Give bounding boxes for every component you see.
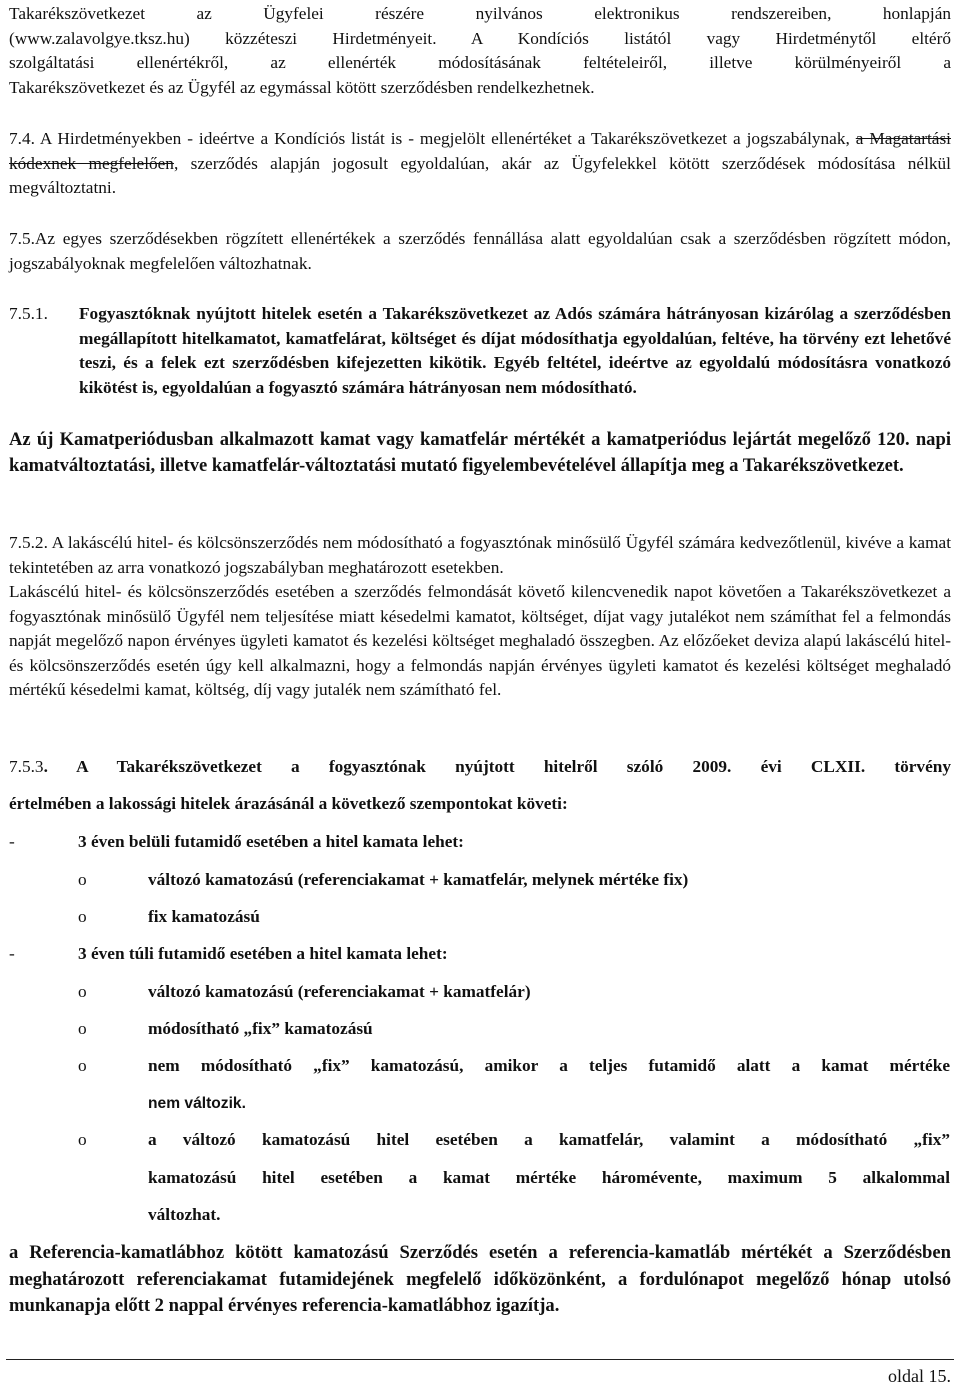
- list-item-text: változó kamatozású (referenciakamat + kamatfelár): [148, 982, 531, 1001]
- paragraph-7-5-3-line2: értelmében a lakossági hitelek árazásánál a következő szempontokat követi:: [9, 794, 568, 813]
- section-number: 7.5.3: [9, 757, 44, 776]
- list-group-title: 3 éven belüli futamidő esetében a hitel kamata lehet:: [78, 832, 464, 851]
- p753-text: . A Takarékszövetkezet a fogyasztónak nyújtott hitelről szóló 2009. évi CLXII. törvény: [43, 757, 951, 776]
- p74-text-2: , szerződés alapján jogosult egyoldalúan, akár az Ügyfelekkel kötött szerződések módosítása nélkül megváltoztatni.: [9, 153, 951, 197]
- intro-line: Takarékszövetkezet az Ügyfelei részére nyilvános elektronikus rendszereiben, honlapján: [9, 4, 951, 23]
- list-item-text: kamatozású hitel esetében a kamat mértéke háromévente, maximum 5 alkalommal: [148, 1168, 950, 1187]
- struck-text: a Magatartási kódexnek megfelelően: [9, 129, 951, 173]
- intro-line: Takarékszövetkezet és az Ügyfél az egymással kötött szerződésben rendelkezhetnek.: [9, 77, 595, 97]
- section-number: 7.5.1.: [9, 304, 48, 323]
- footer-divider: [6, 1359, 954, 1360]
- p751-text: Fogyasztóknak nyújtott hitelek esetén a Takarékszövetkezet az Adós számára hátrányosan kizárólag a szerződésben megállapított hitelkamatot, kamatfelárat, költséget és díjat módosíthatja egyoldalúan, feltéve, ha törvény ezt lehetővé teszi, és a felek ezt szerződésben kifejezetten kikötik. Egyéb feltétel, ideértve az egyoldalú módosításra vonatkozó kikötést is, egyoldalúan a fogyasztó számára hátrányosan nem módosítható.: [79, 304, 951, 397]
- intro-line: (www.zalavolgye.tksz.hu) közzéteszi Hirdetményeit. A Kondíciós listától vagy Hirdetménytől eltérő: [9, 28, 951, 48]
- paragraph-7-5-3-line1: [9, 755, 951, 780]
- page-number: oldal 15.: [888, 1366, 951, 1386]
- circle-bullet: o: [78, 1056, 87, 1075]
- paragraph-7-5-1: [9, 302, 951, 400]
- list-item-text: változhat.: [148, 1205, 221, 1224]
- circle-bullet: o: [78, 1019, 87, 1038]
- paragraph-7-5-2: 7.5.2. A lakáscélú hitel- és kölcsönszerződés nem módosítható a fogyasztónak minősülő Ügyfél számára kedvezőtlenül, kivéve a kamat tekintetében az arra vonatkozó jogszabályban meghatározott esetekben.: [9, 533, 951, 577]
- list-item-text: nem változik.: [148, 1095, 246, 1112]
- circle-bullet: o: [78, 907, 87, 926]
- interest-period-paragraph: Az új Kamatperiódusban alkalmazott kamat vagy kamatfelár mértékét a kamatperiódus lejártát megelőző 120. napi kamatváltoztatási, illetve kamatfelár-változtatási mutató figyelembevételével állapítja meg a Takarékszövetkezet.: [9, 429, 951, 476]
- circle-bullet: o: [78, 870, 87, 889]
- intro-paragraph: [9, 2, 951, 100]
- list-item-text: a változó kamatozású hitel esetében a kamatfelár, valamint a módosítható „fix”: [148, 1130, 950, 1149]
- list-item-text: nem módosítható „fix” kamatozású, amikor a teljes futamidő alatt a kamat mértéke: [148, 1056, 950, 1075]
- circle-bullet: o: [78, 1130, 87, 1149]
- p74-text-1: 7.4. A Hirdetményekben - ideértve a Kondíciós listát is - megjelölt ellenértéket a Takarékszövetkezet a jogszabálynak,: [9, 129, 850, 148]
- dash-bullet: -: [9, 944, 15, 963]
- list-group-title: 3 éven túli futamidő esetében a hitel kamata lehet:: [78, 944, 448, 963]
- list-item-text: fix kamatozású: [148, 907, 260, 926]
- paragraph-7-5-2-b: Lakáscélú hitel- és kölcsönszerződés esetében a szerződés felmondását követő kilencvenedik napot követően a Takarékszövetkezet a fogyasztónak minősülő Ügyfél nem teljesítése miatt késedelmi kamatot, költséget, díjat vagy jutalékot nem számíthat fel a felmondás napját megelőző napon érvényes ügyleti kamatot és kezelési költséget meghaladó összegben. Az előzőeket deviza alapú lakáscélú hitel- és kölcsönszerződés esetén úgy kell alkalmazni, hogy a felmondás napján érvényes ügyleti kamatot és kezelési költséget meghaladó mértékű késedelmi kamat, költség, díj vagy jutalék nem számítható fel.: [9, 582, 951, 699]
- intro-line: szolgáltatási ellenértékről, az ellenérték módosításának feltételeiről, illetve körülményeiről a: [9, 53, 951, 72]
- list-item-text: változó kamatozású (referenciakamat + kamatfelár, melynek mértéke fix): [148, 870, 689, 889]
- circle-bullet: o: [78, 982, 87, 1001]
- dash-bullet: -: [9, 832, 15, 851]
- paragraph-7-5: 7.5.Az egyes szerződésekben rögzített ellenértékek a szerződés fennállása alatt egyoldalúan csak a szerződésben rögzített módon, jogszabályoknak megfelelően változhatnak.: [9, 229, 951, 273]
- paragraph-7-4: [9, 127, 951, 201]
- reference-rate-paragraph: a Referencia-kamatlábhoz kötött kamatozású Szerződés esetén a referencia-kamatláb mértékét a Szerződésben meghatározott referenciakamat futamidejének megfelelő időközönként, a fordulónapot megelőző hónap utolsó munkanapja előtt 2 nappal érvényes referencia-kamatlábhoz igazítja.: [9, 1242, 951, 1316]
- list-item-text: módosítható „fix” kamatozású: [148, 1019, 373, 1038]
